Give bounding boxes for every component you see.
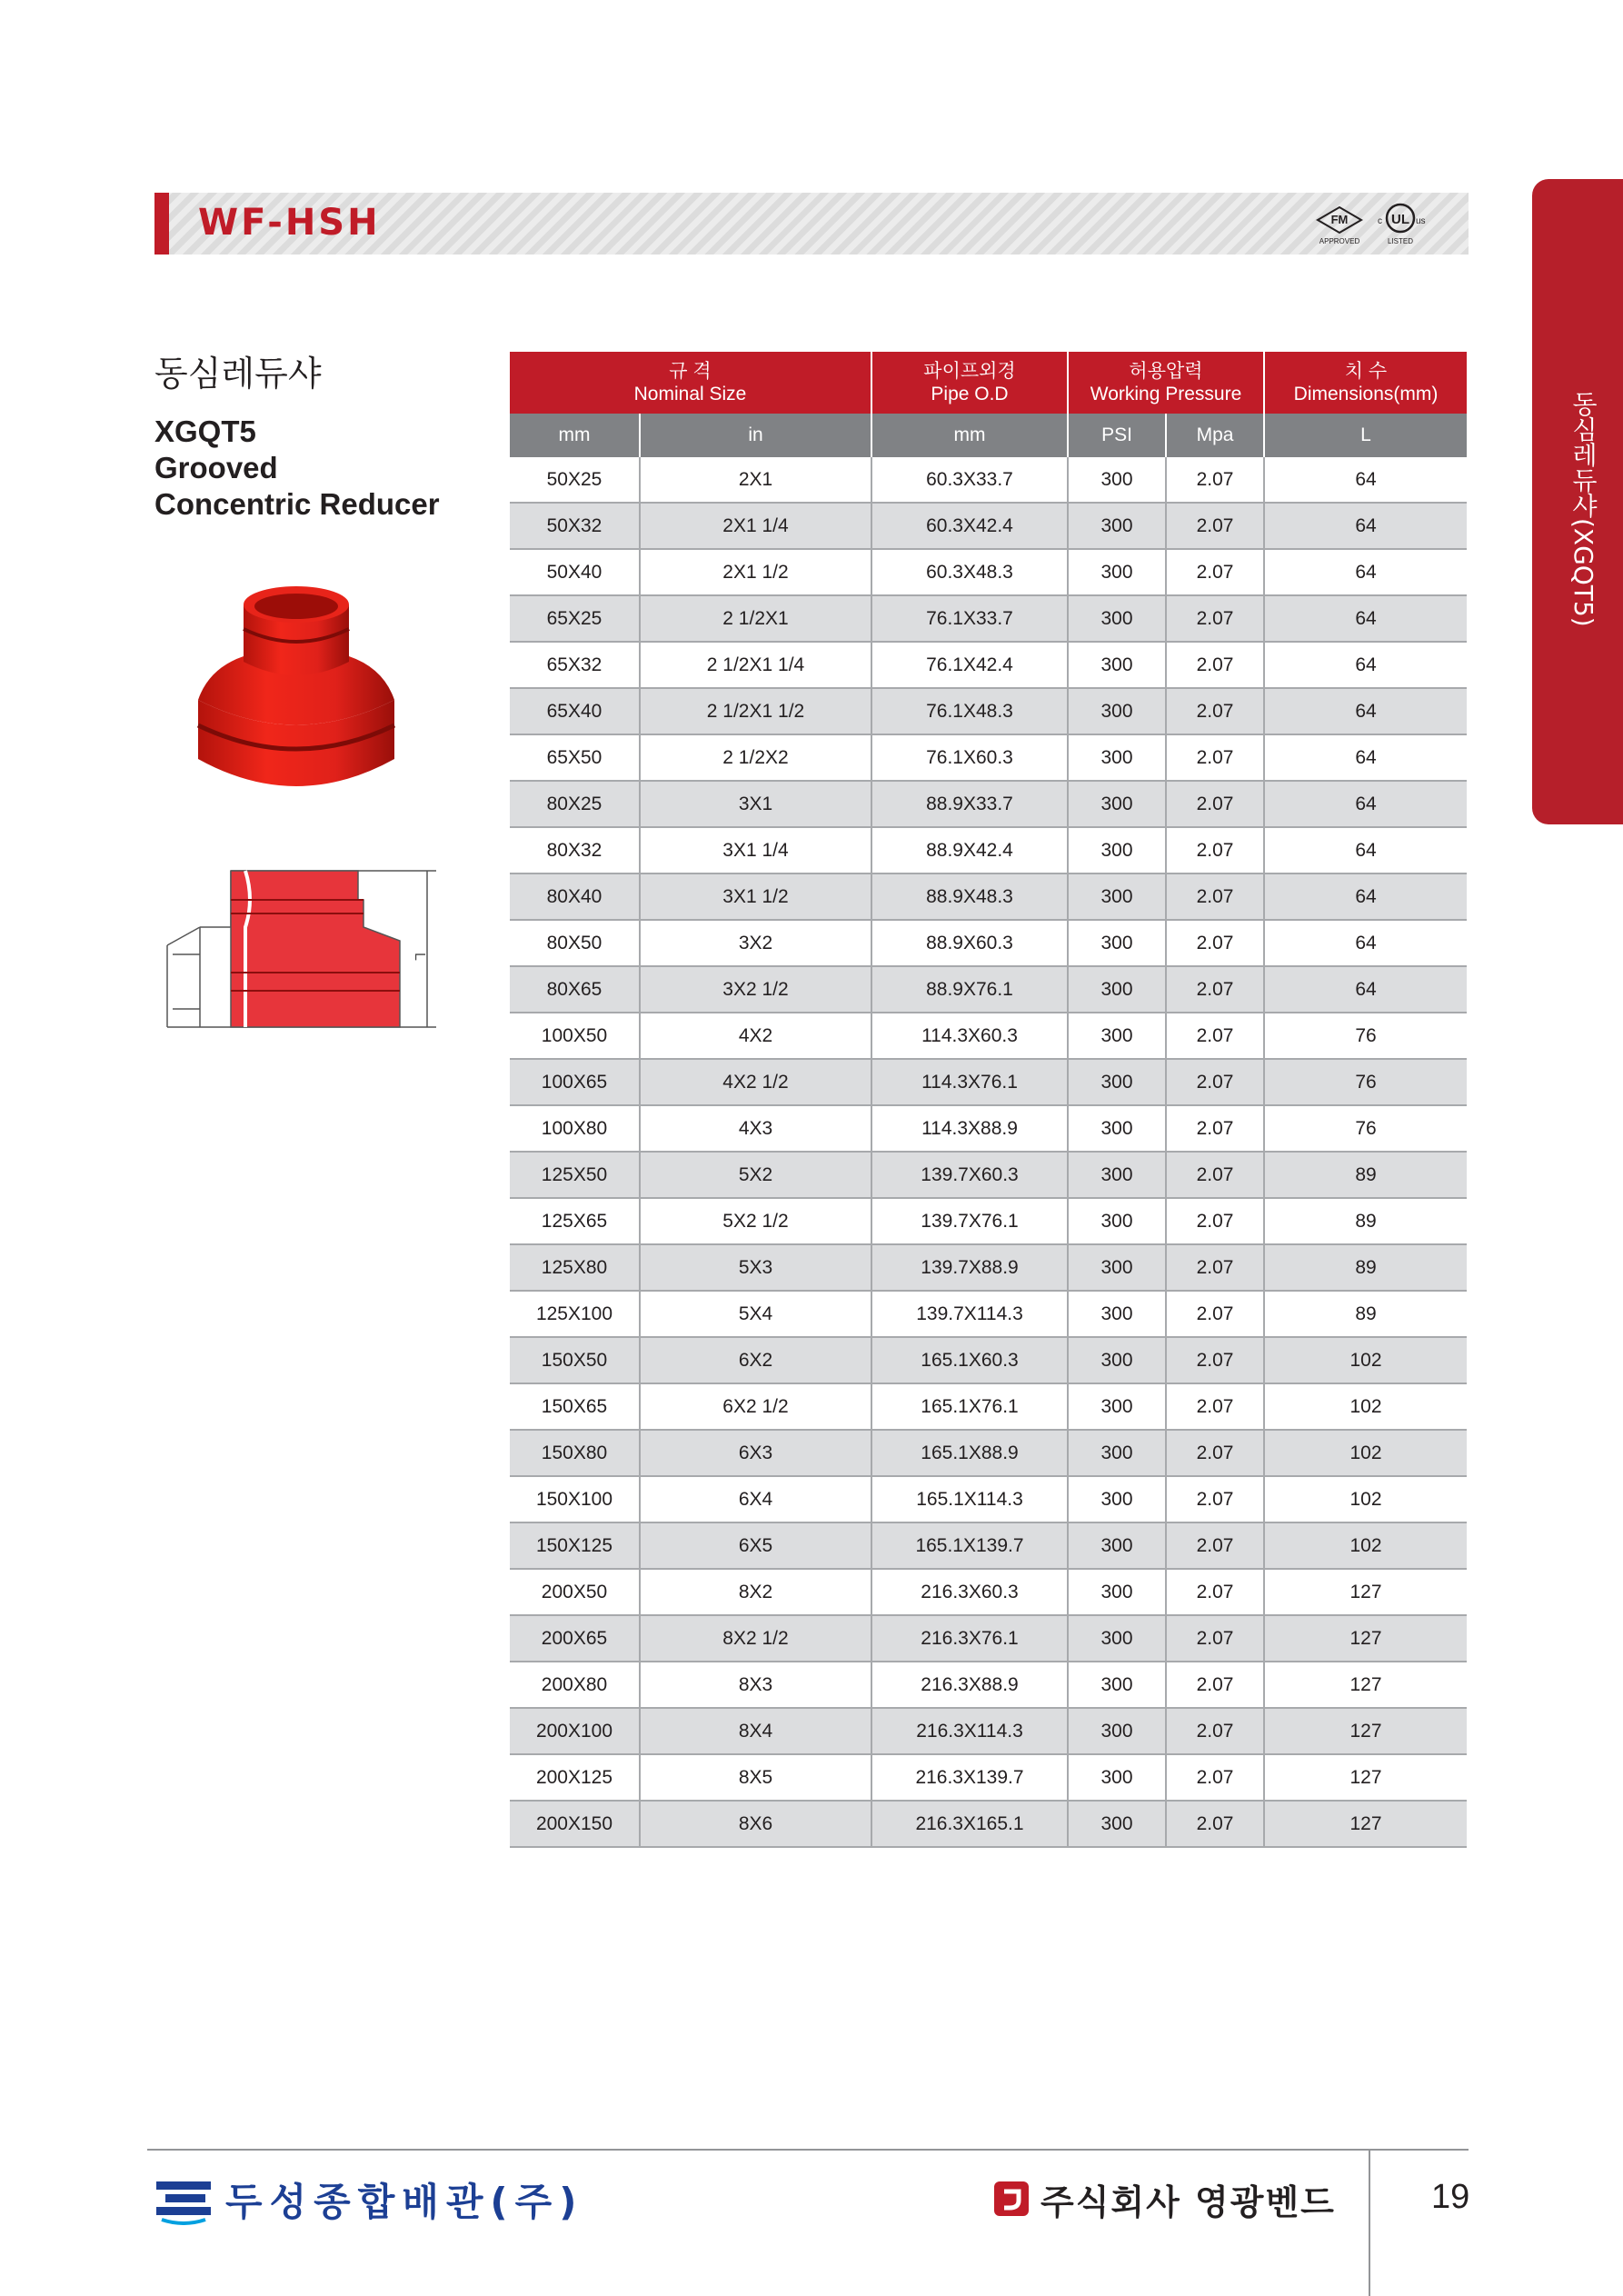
cell-psi: 300 [1068,920,1166,966]
cell-length: 89 [1264,1198,1467,1244]
cell-size-mm: 50X32 [510,503,640,549]
cell-psi: 300 [1068,1337,1166,1383]
cell-psi: 300 [1068,1059,1166,1105]
cell-mpa: 2.07 [1166,1662,1264,1708]
cell-mpa: 2.07 [1166,1337,1264,1383]
cell-length: 64 [1264,781,1467,827]
cell-size-mm: 150X100 [510,1476,640,1522]
header-banner [154,193,1469,255]
cell-pipe-od: 139.7X88.9 [871,1244,1068,1291]
product-name-line2: Concentric Reducer [154,487,440,521]
cell-mpa: 2.07 [1166,1430,1264,1476]
subheader-mpa: Mpa [1166,414,1264,457]
cell-pipe-od: 165.1X139.7 [871,1522,1068,1569]
header-ko: 규 격 [669,361,712,382]
cell-length: 64 [1264,920,1467,966]
cell-size-in: 8X3 [640,1662,871,1708]
cell-psi: 300 [1068,1754,1166,1801]
table-row [510,1337,1467,1383]
table-row [510,457,1467,503]
product-title-korean: 동심레듀샤 [154,354,322,394]
table-row [510,1801,1467,1847]
cell-psi: 300 [1068,688,1166,734]
cell-mpa: 2.07 [1166,1291,1264,1337]
table-row [510,966,1467,1013]
cell-pipe-od: 216.3X60.3 [871,1569,1068,1615]
cell-size-mm: 200X50 [510,1569,640,1615]
cell-size-mm: 125X100 [510,1291,640,1337]
cell-length: 76 [1264,1105,1467,1152]
cell-pipe-od: 114.3X60.3 [871,1013,1068,1059]
subheader-l: L [1264,414,1467,457]
cell-mpa: 2.07 [1166,1105,1264,1152]
cell-mpa: 2.07 [1166,1569,1264,1615]
cell-mpa: 2.07 [1166,1476,1264,1522]
company-left-name: 두성종합배관(주) [225,2180,584,2224]
cell-size-in: 6X3 [640,1430,871,1476]
table-row [510,1291,1467,1337]
svg-text:APPROVED: APPROVED [1319,237,1360,245]
product-photo [191,582,402,809]
svg-text:UL: UL [1391,212,1409,227]
header-working-pressure [1068,352,1264,414]
cell-psi: 300 [1068,549,1166,595]
banner-accent-bar [154,193,169,255]
cell-psi: 300 [1068,1615,1166,1662]
cell-pipe-od: 88.9X33.7 [871,781,1068,827]
header-en: Nominal Size [633,384,747,404]
cell-size-in: 6X2 [640,1337,871,1383]
cell-size-mm: 125X50 [510,1152,640,1198]
cell-length: 102 [1264,1522,1467,1569]
cell-length: 127 [1264,1708,1467,1754]
table-row [510,873,1467,920]
cell-psi: 300 [1068,873,1166,920]
fm-approved-icon [1318,207,1361,245]
cell-size-in: 4X2 1/2 [640,1059,871,1105]
cell-size-in: 8X6 [640,1801,871,1847]
cell-length: 89 [1264,1244,1467,1291]
company-left-logo [154,2172,583,2227]
cell-psi: 300 [1068,1291,1166,1337]
cell-psi: 300 [1068,1801,1166,1847]
cell-psi: 300 [1068,642,1166,688]
cell-mpa: 2.07 [1166,1013,1264,1059]
cell-mpa: 2.07 [1166,873,1264,920]
cell-mpa: 2.07 [1166,1754,1264,1801]
cell-pipe-od: 88.9X76.1 [871,966,1068,1013]
cell-size-mm: 150X80 [510,1430,640,1476]
table-row [510,1105,1467,1152]
cell-pipe-od: 216.3X76.1 [871,1615,1068,1662]
footer-vertical-divider [1369,2149,1370,2296]
cell-psi: 300 [1068,781,1166,827]
cell-length: 102 [1264,1337,1467,1383]
cell-size-in: 5X2 1/2 [640,1198,871,1244]
cell-mpa: 2.07 [1166,827,1264,873]
cell-size-in: 2 1/2X1 1/2 [640,688,871,734]
cell-size-in: 3X2 [640,920,871,966]
cell-mpa: 2.07 [1166,1801,1264,1847]
cell-size-mm: 80X50 [510,920,640,966]
cell-size-in: 2X1 [640,457,871,503]
cell-pipe-od: 139.7X76.1 [871,1198,1068,1244]
cell-length: 127 [1264,1569,1467,1615]
younggwang-logo-icon [993,2181,1030,2217]
cell-size-mm: 65X25 [510,595,640,642]
cell-mpa: 2.07 [1166,1152,1264,1198]
cell-pipe-od: 88.9X48.3 [871,873,1068,920]
cell-psi: 300 [1068,1708,1166,1754]
cell-size-in: 6X5 [640,1522,871,1569]
svg-text:LISTED: LISTED [1387,237,1414,245]
cell-size-mm: 200X150 [510,1801,640,1847]
table-body [510,457,1467,1847]
table-row [510,1569,1467,1615]
cell-mpa: 2.07 [1166,1244,1264,1291]
company-right-name: 주식회사 영광벤드 [1041,2181,1336,2222]
subheader-mm: mm [510,414,640,457]
cell-pipe-od: 165.1X60.3 [871,1337,1068,1383]
table-row [510,1754,1467,1801]
cell-psi: 300 [1068,1152,1166,1198]
cell-length: 64 [1264,688,1467,734]
cell-size-in: 6X2 1/2 [640,1383,871,1430]
cell-size-mm: 150X50 [510,1337,640,1383]
cell-pipe-od: 216.3X139.7 [871,1754,1068,1801]
cell-psi: 300 [1068,457,1166,503]
cell-mpa: 2.07 [1166,1198,1264,1244]
table-row [510,1198,1467,1244]
cell-size-in: 8X2 1/2 [640,1615,871,1662]
cell-pipe-od: 76.1X42.4 [871,642,1068,688]
header-ko: 치 수 [1344,361,1388,382]
cell-size-in: 4X3 [640,1105,871,1152]
cell-size-mm: 80X65 [510,966,640,1013]
cell-size-in: 2X1 1/2 [640,549,871,595]
cell-size-mm: 125X80 [510,1244,640,1291]
table-row [510,781,1467,827]
cell-length: 89 [1264,1291,1467,1337]
cell-psi: 300 [1068,1105,1166,1152]
cell-psi: 300 [1068,1522,1166,1569]
cell-mpa: 2.07 [1166,642,1264,688]
cell-size-mm: 100X50 [510,1013,640,1059]
cell-size-in: 2 1/2X2 [640,734,871,781]
cell-pipe-od: 88.9X60.3 [871,920,1068,966]
doosung-logo-icon [154,2174,213,2225]
cell-psi: 300 [1068,1198,1166,1244]
cell-size-mm: 150X65 [510,1383,640,1430]
cell-size-in: 8X4 [640,1708,871,1754]
cell-pipe-od: 216.3X88.9 [871,1662,1068,1708]
cell-psi: 300 [1068,503,1166,549]
table-row [510,1522,1467,1569]
svg-text:FM: FM [1330,213,1349,226]
cell-pipe-od: 165.1X76.1 [871,1383,1068,1430]
cell-size-in: 6X4 [640,1476,871,1522]
header-dimensions [1264,352,1467,414]
cell-size-in: 2 1/2X1 [640,595,871,642]
cell-psi: 300 [1068,827,1166,873]
header-en: Working Pressure [1090,384,1242,404]
cell-size-in: 4X2 [640,1013,871,1059]
cell-size-mm: 200X65 [510,1615,640,1662]
cell-size-mm: 80X25 [510,781,640,827]
cell-size-in: 2X1 1/4 [640,503,871,549]
table-row [510,1615,1467,1662]
table-row [510,734,1467,781]
cell-mpa: 2.07 [1166,1059,1264,1105]
footer-divider [147,2149,1469,2151]
brand-logo: WF-HSH [198,202,381,244]
cell-size-mm: 65X40 [510,688,640,734]
cell-length: 64 [1264,457,1467,503]
cell-length: 127 [1264,1801,1467,1847]
cell-pipe-od: 76.1X33.7 [871,595,1068,642]
product-title-english [154,414,440,523]
cell-length: 127 [1264,1754,1467,1801]
cell-size-mm: 50X25 [510,457,640,503]
cell-size-mm: 200X100 [510,1708,640,1754]
cell-size-in: 3X1 1/2 [640,873,871,920]
header-en: Pipe O.D [931,384,1009,404]
cell-pipe-od: 76.1X48.3 [871,688,1068,734]
cell-mpa: 2.07 [1166,1708,1264,1754]
table-row [510,1383,1467,1430]
table-row [510,549,1467,595]
cell-length: 64 [1264,595,1467,642]
svg-text:c: c [1378,216,1382,226]
cell-size-mm: 200X80 [510,1662,640,1708]
side-tab-label: 동심레듀샤(XGQT5) [1568,391,1598,627]
table-row [510,827,1467,873]
cell-pipe-od: 76.1X60.3 [871,734,1068,781]
cell-psi: 300 [1068,734,1166,781]
company-right-logo [993,2174,1336,2223]
cell-pipe-od: 60.3X48.3 [871,549,1068,595]
cell-mpa: 2.07 [1166,781,1264,827]
header-nominal-size [510,352,871,414]
table-row [510,1244,1467,1291]
cell-size-mm: 150X125 [510,1522,640,1569]
cell-psi: 300 [1068,966,1166,1013]
cell-length: 102 [1264,1476,1467,1522]
cell-length: 64 [1264,873,1467,920]
table-row [510,503,1467,549]
cell-size-in: 3X1 [640,781,871,827]
cell-mpa: 2.07 [1166,734,1264,781]
header-ko: 허용압력 [1129,361,1203,382]
cell-pipe-od: 139.7X60.3 [871,1152,1068,1198]
table-row [510,1013,1467,1059]
cell-length: 64 [1264,642,1467,688]
cell-pipe-od: 114.3X88.9 [871,1105,1068,1152]
cell-mpa: 2.07 [1166,595,1264,642]
subheader-in: in [640,414,871,457]
cell-size-in: 8X2 [640,1569,871,1615]
cell-size-in: 5X2 [640,1152,871,1198]
cell-length: 102 [1264,1383,1467,1430]
technical-drawing [154,863,445,1036]
subheader-od-mm: mm [871,414,1068,457]
cell-psi: 300 [1068,1476,1166,1522]
table-row [510,595,1467,642]
product-code: XGQT5 [154,414,256,448]
cell-size-in: 5X4 [640,1291,871,1337]
header-en: Dimensions(mm) [1293,384,1439,404]
cell-length: 127 [1264,1615,1467,1662]
cell-mpa: 2.07 [1166,920,1264,966]
table-row [510,920,1467,966]
cell-pipe-od: 216.3X165.1 [871,1801,1068,1847]
cell-pipe-od: 165.1X88.9 [871,1430,1068,1476]
cell-size-in: 5X3 [640,1244,871,1291]
cell-pipe-od: 114.3X76.1 [871,1059,1068,1105]
cell-mpa: 2.07 [1166,1383,1264,1430]
certification-marks [1312,200,1449,249]
table-subheader [510,414,1467,457]
cell-length: 64 [1264,827,1467,873]
table-row [510,1059,1467,1105]
table-row [510,1476,1467,1522]
table-group-header [510,352,1467,414]
table-row [510,688,1467,734]
cell-mpa: 2.07 [1166,1522,1264,1569]
cell-mpa: 2.07 [1166,688,1264,734]
cell-length: 76 [1264,1013,1467,1059]
cell-size-mm: 65X50 [510,734,640,781]
header-ko: 파이프외경 [923,361,1016,382]
cell-psi: 300 [1068,1662,1166,1708]
cell-length: 76 [1264,1059,1467,1105]
cell-size-mm: 65X32 [510,642,640,688]
cell-mpa: 2.07 [1166,457,1264,503]
cell-psi: 300 [1068,1383,1166,1430]
subheader-psi: PSI [1068,414,1166,457]
table-row [510,1708,1467,1754]
cell-size-in: 8X5 [640,1754,871,1801]
cell-size-mm: 80X32 [510,827,640,873]
cell-size-mm: 100X80 [510,1105,640,1152]
cell-length: 64 [1264,503,1467,549]
cell-pipe-od: 216.3X114.3 [871,1708,1068,1754]
table-row [510,1152,1467,1198]
cell-psi: 300 [1068,1013,1166,1059]
cell-size-mm: 200X125 [510,1754,640,1801]
product-name-line1: Grooved [154,451,278,484]
page-number: 19 [1431,2178,1470,2216]
cell-psi: 300 [1068,1244,1166,1291]
cell-length: 64 [1264,734,1467,781]
cell-psi: 300 [1068,595,1166,642]
cell-length: 89 [1264,1152,1467,1198]
table-row [510,642,1467,688]
cell-size-mm: 80X40 [510,873,640,920]
ul-listed-icon [1378,205,1426,245]
cell-pipe-od: 88.9X42.4 [871,827,1068,873]
header-pipe-od [871,352,1068,414]
cell-size-mm: 100X65 [510,1059,640,1105]
cell-psi: 300 [1068,1430,1166,1476]
cell-size-mm: 50X40 [510,549,640,595]
cell-pipe-od: 139.7X114.3 [871,1291,1068,1337]
table-row [510,1662,1467,1708]
table-row [510,1430,1467,1476]
cell-size-in: 3X1 1/4 [640,827,871,873]
cell-mpa: 2.07 [1166,549,1264,595]
cell-mpa: 2.07 [1166,1615,1264,1662]
cell-pipe-od: 60.3X33.7 [871,457,1068,503]
cell-pipe-od: 60.3X42.4 [871,503,1068,549]
cell-psi: 300 [1068,1569,1166,1615]
cell-length: 64 [1264,966,1467,1013]
specification-table [510,352,1467,1848]
cell-mpa: 2.07 [1166,503,1264,549]
cell-size-in: 2 1/2X1 1/4 [640,642,871,688]
cell-length: 102 [1264,1430,1467,1476]
cell-size-in: 3X2 1/2 [640,966,871,1013]
svg-text:us: us [1416,216,1426,226]
cell-length: 127 [1264,1662,1467,1708]
dimension-label-L: L [412,953,427,961]
cell-size-mm: 125X65 [510,1198,640,1244]
cell-length: 64 [1264,549,1467,595]
cell-mpa: 2.07 [1166,966,1264,1013]
cell-pipe-od: 165.1X114.3 [871,1476,1068,1522]
